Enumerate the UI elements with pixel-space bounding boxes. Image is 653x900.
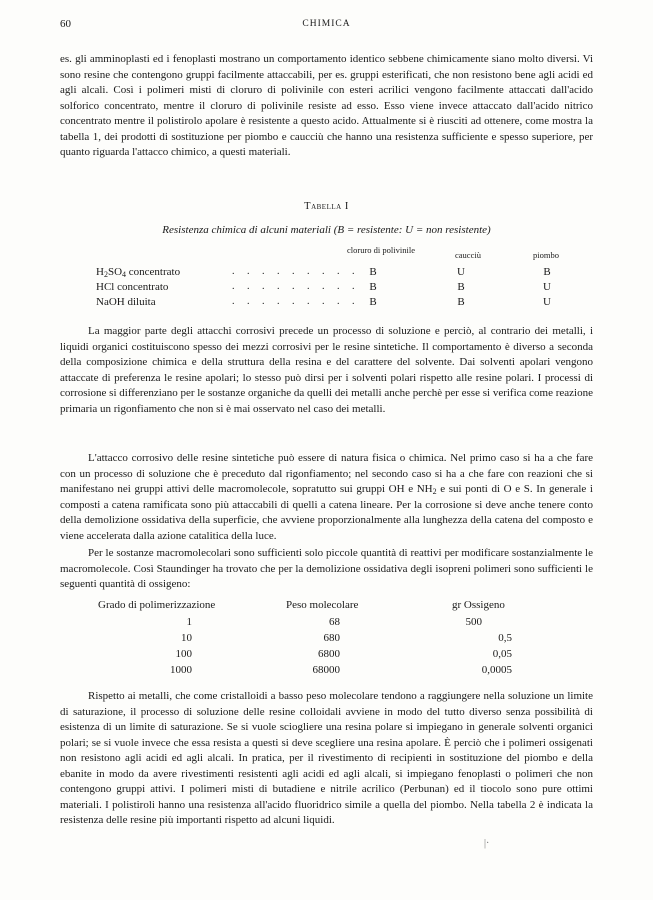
paragraph-3 [60,451,593,544]
table-2-col-header: Grado di polimerizzazione [98,599,216,611]
table-1-cell: U [543,281,551,293]
table-1-col-header: cloruro di polivinile [347,245,415,255]
running-title: CHIMICA [302,19,351,29]
table-2-cell: 68000 [312,664,340,676]
leader-dots: . . . . . . . . . [232,281,360,292]
paragraph-5 [60,689,593,829]
leader-dots: . . . . . . . . . [232,296,360,307]
table-1-row [0,281,653,297]
table-2-cell: 0,05 [492,648,512,660]
page-number: 60 [60,18,71,30]
table-1-cell: B [457,296,465,308]
table-2-cell: 68 [329,616,340,628]
table-1-row-label: HCl concentrato [96,281,169,293]
table-2-col-header: gr Ossigeno [452,599,505,611]
table-2-cell: 10 [181,632,192,644]
table-1-cell: B [457,281,465,293]
table-1-row [0,266,653,282]
table-2-cell: 6800 [318,648,340,660]
table-2-cell: 100 [175,648,192,660]
paragraph-1 [60,52,593,161]
table-2-row [0,632,653,648]
paragraph-3-text: L'attacco corrosivo delle resine sintetiche può essere di natura fisica o chimica. Nel primo caso si ha a che fare con un processo di soluzione che è preceduto dal rigonfiamento; nel secondo caso si ha a che fare con reazioni che si manifestano nei gruppi attivi delle macromolecole, sopratutto sui gruppi OH e $NH_2$ e sui ponti di O e S. In generale i composti a catena ramificata sono più attaccabili di quelli a catena lineare. Per la corrosione si deve anche tenere conto della demolizione ossidativa della superficie, che avviene proporzionalmente alla lunghezza della catena del composto e viene accelerata dalla azione catalitica della luce. [60,452,593,542]
table-1-cell: U [543,296,551,308]
table-1-cell: B [369,281,377,293]
paragraph-4-text: Per le sostanze macromolecolari sono sufficienti solo piccole quantità di reattivi per modificare sostanzialmente le macromolecole. Così Staundinger ha trovato che per la demolizione ossidativa degli isopreni polimeri sono sufficienti le seguenti quantità di ossigeno: [60,547,593,590]
table-2-row [0,648,653,664]
table-1-row-label: NaOH diluita [96,296,156,308]
table-2-row [0,616,653,632]
table-1-row-label: H2SO4 concentrato [96,266,181,279]
table-2-cell: 1000 [170,664,192,676]
table-1-col-header: piombo [533,250,559,260]
table-2-cell: 0,5 [498,632,512,644]
table-1-caption: Resistenza chimica di alcuni materiali (B = resistente: U = non resistente) [162,224,491,236]
paragraph-5-text: Rispetto ai metalli, che come cristalloidi a basso peso molecolare tendono a raggiungere nella soluzione un limite di saturazione, il processo di soluzione delle resine colloidali avviene in modo del tutto diverso senza possibilità di esistenza di un limite di saturazione. Se si vuole sciogliere una resina polare si impiegano in generale solventi organici polari; se si vuole invece che essa resista a questi si deve scegliere una resina apolare. È perciò che i polimeri ossigenati non resistono agli acidi ed agli alcali. In pratica, per il rivestimento di recipienti in sostituzione del piombo e della ebanite in modo da avere rivestimenti resistenti agli acidi ed agli alcali, si impiegano fenoplasti o polimeri che non contengono gruppi attivi. I polimeri misti di butadiene e nitrile acrilico (Perbunan) ed il tiocolo sono pure ottimi materiali. I polistiroli hanno una resistenza all'acido fluoridrico simile a quella del piombo. Nella tabella 2 è indicata la resistenza delle resine più importanti rispetto ad alcuni liquidi. [60,690,593,826]
table-2-cell: 1 [186,616,192,628]
paragraph-2 [60,324,593,417]
margin-mark: |· [484,838,490,849]
page-header [60,18,593,34]
paragraph-2-text: La maggior parte degli attacchi corrosivi precede un processo di soluzione e perciò, al contrario dei metalli, i liquidi organici costituiscono spesso dei mezzi corrosivi per le resine sintetiche. Il comportamento è diverso a seconda della composizione chimica e della struttura della resina e del carattere del solvente. Dai solventi apolari vengono attaccate di preferenza le resine apolari; lo stesso può dirsi per i solventi polari rispetto alle resine polari. I processi di corrosione si differenziano per le sostanze organiche da quelli dei metalli anche perchè per esse si verifica come reazione primaria un rigonfiamento che non si è mai osservato nel caso dei metalli. [60,325,593,415]
table-1-cell: U [457,266,465,278]
table-2-cell: 680 [323,632,340,644]
table-2-cell: 0,0005 [481,664,512,676]
table-1-col-header: caucciù [455,250,481,260]
table-2-row [0,664,653,680]
table-1-title: Tabella I [304,201,349,212]
paragraph-1-text: es. gli amminoplasti ed i fenoplasti mostrano un comportamento identico sebbene chimicamente siano molto diversi. Vi sono resine che contengono gruppi facilmente attaccabili, per es. gruppi esterificati, che non resistono bene agli acidi ed agli alcali. Così i polimeri misti di cloruro di polivinile con esteri acrilici vengono facilmente attaccati dall'acido solforico concentrato, mentre il cloruro di polivinile resiste ad esso. Esso viene invece attaccato dall'acido nitrico concentrato mentre il polistirolo apolare è resistente a questo acido. Attualmente si è riusciti ad ottenere, come mostra la tabella 1, dei prodotti di sostituzione per piombo e caucciù che hanno una resistenza sufficiente e spesso superiore, per quanto riguarda l'attacco chimico, a questi materiali. [60,53,593,158]
table-2-cell: 500 [465,616,482,628]
leader-dots: . . . . . . . . . [232,266,360,277]
table-1-cell: B [369,266,377,278]
table-2-col-header: Peso molecolare [286,599,359,611]
table-1-cell: B [369,296,377,308]
table-1-row [0,296,653,312]
table-1-cell: B [543,266,551,278]
paragraph-4 [60,546,593,593]
